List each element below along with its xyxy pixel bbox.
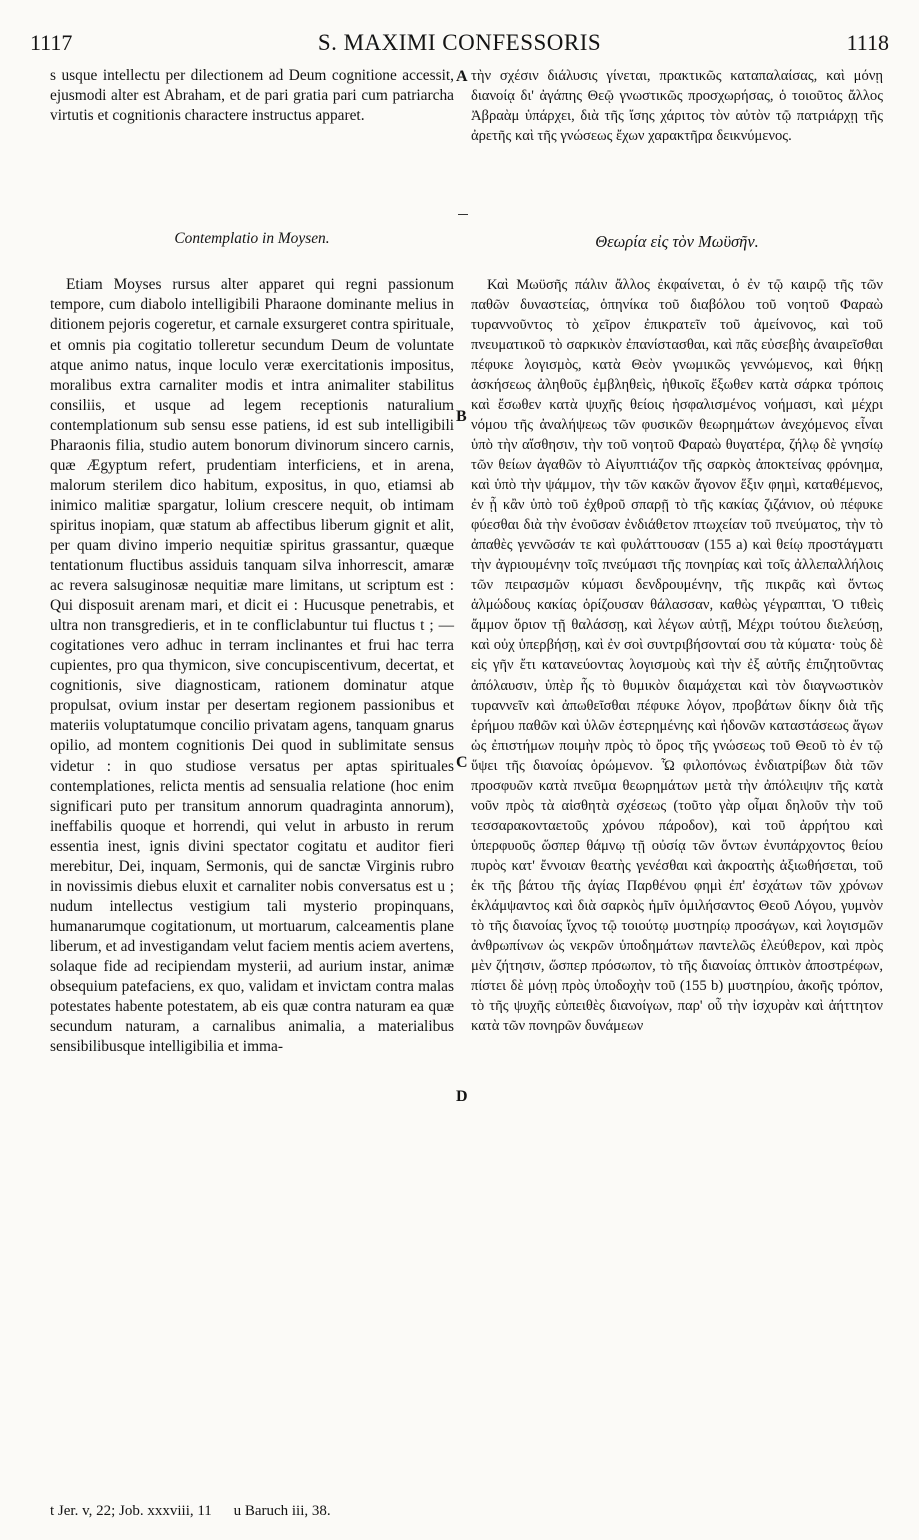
right-page-number: 1118 — [846, 30, 889, 55]
greek-top-text: τὴν σχέσιν διάλυσις γίνεται, πρακτικῶς καταπαλαίσας, καὶ μόνῃ διανοίᾳ δι' ἀγάπης Θεῷ γνωστικῶς προσχωρήσας, ὁ τοιοῦτος ἄλλος Ἀβραὰμ ὑπάρχει, διὰ τῆς ἴσης χάριτος τὸν αὐτὸν τῷ πατριάρχῃ τῆς ἀρετῆς καὶ τῆς γνώσεως ἔχων χαρακτῆρα δεικνύμενος. — [471, 68, 883, 145]
greek-top-paragraph — [471, 66, 883, 146]
margin-marker-b: B — [456, 408, 467, 425]
footnotes — [50, 1503, 470, 1520]
latin-body-text: Etiam Moyses rursus alter apparet qui regni passionum tempore, cum diabolo intelligibili Pharaone dominante melius in ditionem pejoris cogeretur, et carnale exsurgeret contra spirituale, et omnis pia cogitatio tolleretur secundum Deum de voluntate atque animo natus, inque loculo veræ exercitationis impositus, moralibus extra carnaliter modis et intra animaliter stabilitus consiliis, et usque ad legem receptionis naturalium contemplationum sub sensu esse patiens, id est sub intelligibili Pharaonis filia, studio autem bonorum divinorum sincero carnis, quæ Ægyptum refert, prudentiam interficiens, et in arena, malorum sterilem dico habitum, expositus, in quo, etiamsi ab inimico malitiæ spargatur, lolium crescere nequit, ob intimam spiritus inopiam, quæ statum ab affectibus liberum gignit et alit, per quam divino imperio nequitiæ spiritus grassantur, quæque tentationum fluctibus assiduis tanquam silva inhorrescit, amaræ ac revera salsuginosæ nequitiæ mare limitans, ut scriptum est : Qui disposuit arenam mari, et dicit ei : Hucusque penetrabis, et ultra non transgredieris, et in te confliclabuntur tui fluctus t ; — cogitationes vero adhuc in terram inclinantes et frui hac terra cupientes, pro qua thymicon, sive concupiscentivum, decertat, et cognitionis, sive diagnosticam, rationem dominatur atque propulsat, ovium instar per desertam regionem passionibus et materiis voluptatumque concilio privatam agens, tanquam gnarus opilio, ad montem cognitionis Dei quod in sublimitate sensus videtur : in quo studiose versatus per aptas spirituales contemplationes, relicta mentis ad sensualia relatione (hoc enim significari puto per transitum annorum quadraginta annorum), ineffabilis quoque et horrendi, qui velut in arbusto in rerum essentia inest, ignis divini spectator cogitatu et auditor fieri merebitur, Dei, inquam, Sermonis, qui de sanctæ Virginis rubro in novissimis diebus eluxit et carnaliter nobis conversatus est u ; nudum intellectus vestigium tali mysterio propinquans, humanarumque cogitationum, ut mortuarum, calceamentis plane liberum, et ad investigandam velut faciem mentis aciem avertens, solaque fide ad recipiendam mysterii, ad aurium instar, animæ obsequium patefaciens, ex quo, validam et invictam contra malas potestates habente potestatem, ab eis quæ contra naturam ea quæ secundum naturam, a carnalibus animalia, a materialibus sensibilibusque intelligibilia et imma- — [50, 276, 454, 1056]
latin-section-title: Contemplatio in Moysen. — [174, 230, 330, 247]
latin-top-paragraph — [50, 66, 454, 126]
footnote-u: u Baruch iii, 38. — [233, 1503, 331, 1519]
left-page-number: 1117 — [30, 30, 73, 55]
margin-marker-d: D — [456, 1088, 468, 1105]
margin-marker-c: C — [456, 754, 468, 771]
greek-body-column — [471, 260, 883, 1051]
latin-top-text: s usque intellectu per dilectionem ad Deum cognitione accessit, ejusmodi alter est Abraham, et de pari gratia pari cum patriarcha virtutis et cognitionis charactere instructus apparet. — [50, 67, 454, 125]
greek-section-title: Θεωρία εἰς τὸν Μωϋσῆν. — [595, 232, 759, 251]
margin-marker-a: A — [456, 68, 468, 85]
page-header — [30, 30, 889, 66]
latin-body-column — [50, 260, 454, 1073]
column-divider-rule — [458, 214, 468, 215]
greek-body-text: Καὶ Μωϋσῆς πάλιν ἄλλος ἐκφαίνεται, ὁ ἐν τῷ καιρῷ τῆς τῶν παθῶν δυναστείας, ὁπηνίκα τοῦ διαβόλου τοῦ νοητοῦ Φαραὼ τυραννοῦντος τὸ χεῖρον ἐπικρατεῖν τοῦ ἀμείνονος, καὶ τοῦ πνευματικοῦ τὸ σαρκικὸν ἐπανίστασθαι, καὶ πᾶς εὐσεβὴς ἀναιρεῖσθαι πέφυκε λογισμὸς, κατὰ Θεὸν γνωμικῶς γεννώμενος, καὶ θήκῃ ἀσκήσεως ἀληθοῦς ἐμβληθεὶς, ἠθικοῖς ἔξωθεν κατὰ σάρκα τρόποις καὶ ἔσωθεν κατὰ ψυχῆς θείοις ἠσφαλισμένος νοήμασι, καὶ μέχρι νόμου τῆς ἀναλήψεως τῶν φυσικῶν θεωρημάτων ἀνεχόμενος εἶναι ὑπὸ τὴν αἴσθησιν, τὴν τοῦ νοητοῦ Φαραὼ θυγατέρα, ζήλῳ δὲ γνησίῳ τῶν θείων ἀγαθῶν τὸ Αἰγυπτιάζον τῆς σαρκὸς ἀποκτείνας φρόνημα, καὶ ὑπὸ τὴν ψάμμον, τὴν τῶν κακῶν ἄγονον ἕξιν φημὶ, καταθέμενος, ἐν ᾗ κἂν ὑπὸ τοῦ ἐχθροῦ σπαρῇ τὸ τῆς κακίας ζιζάνιον, οὐ πέφυκε φύεσθαι διὰ τὴν ἐνοῦσαν ἐνδιάθετον πτωχείαν τοῦ πνεύματος, τὴν τὸ ἀπαθὲς γεννῶσάν τε καὶ φυλάττουσαν (155 a) καὶ θείῳ προστάγματι τὴν ἀγριουμένην τοῖς πνεύμασι τῆς πονηρίας καὶ τοῖς ἀλλεπαλλήλοις τῶν πειρασμῶν κύμασι δενδρουμένην, τῆς πικρᾶς καὶ ὄντως ἁλμώδους κακίας ὁρίζουσαν θάλασσαν, καθὼς γέγραπται, Ὁ τιθεὶς ἄμμον ὅριον τῇ θαλάσσῃ, καὶ λέγων αὐτῇ, Μέχρι τούτου διελεύσῃ, καὶ οὐχ ὑπερβήσῃ, καὶ ἐν σοὶ συντριβήσονταί σου τὰ κύματα· τοὺς δὲ εἰς γῆν ἔτι κατανεύοντας λογισμοὺς καὶ τὴν ἐξ αὐτῆς ἐπιζητοῦντας ἀπόλαυσιν, ὑπὲρ ἧς τὸ θυμικὸν διαμάχεται καὶ τὸν διαγνωστικὸν τυραννεῖν καὶ ἀπωθεῖσθαι πέφυκε λόγον, προβάτων δίκην διὰ τῆς ἐρήμου παθῶν καὶ ὑλῶν ἐστερημένης καὶ ἡδονῶν καταστάσεως ἄγων ὡς ἐπιστήμων ποιμὴν πρὸς τὸ ὄρος τῆς γνώσεως τοῦ Θεοῦ τὸ ἐν τῷ ὕψει τῆς διανοίας ὁρώμενον. Ὧ φιλοπόνως ἐνδιατρίβων διὰ τῶν προσφυῶν κατὰ πνεῦμα θεωρημάτων μετὰ τὴν ἀπόλειψιν τῆς κατὰ νοῦν πρὸς τὰ αἰσθητὰ σχέσεως (τοῦτο γὰρ οἶμαι δηλοῦν τὴν τοῦ τεσσαρακονταετοῦς χρόνου πάροδον), καὶ τοῦ ἀρρήτου καὶ ὑπερφυοῦς ὥσπερ θάμνῳ τῇ οὐσίᾳ τῶν ὄντων ἐνυπάρχοντος θείου πυρὸς κατ' ἔννοιαν θεατὴς γενέσθαι καὶ ἀκροατὴς ἀξιωθήσεται, τοῦ ἐκ τῆς βάτου τῆς ἁγίας Παρθένου φημὶ ἐπ' ἐσχάτων τῶν χρόνων ἐκλάμψαντος καὶ διὰ σαρκὸς ἡμῖν ὁμιλήσαντος Θεοῦ Λόγου, γυμνὸν τὸ τῆς διανοίας ἴχνος τῷ τοιούτῳ μυστηρίῳ προσάγων, καὶ λογισμῶν ἀνθρωπίνων ὡς νεκρῶν ὑποδημάτων παντελῶς ἐλεύθερον, καὶ πρὸς μὲν ζήτησιν, ὥσπερ πρόσωπον, τὸ τῆς διανοίας ὀπτικὸν ἀποστρέφων, πίστει δὲ μόνῃ πρὸς ὑποδοχὴν τοῦ (155 b) μυστηρίου, ἀκοῆς τρόπον, τὸ τῆς ψυχῆς εὐπειθὲς διανοίγων, παρ' οὗ τὴν ἰσχυρὰν καὶ ἀήττητον κατὰ τῶν πονηρῶν δυνάμεων — [471, 276, 883, 1035]
footnote-t: t Jer. v, 22; Job. xxxviii, 11 — [50, 1503, 212, 1519]
running-title: S. MAXIMI CONFESSORIS — [317, 30, 602, 55]
